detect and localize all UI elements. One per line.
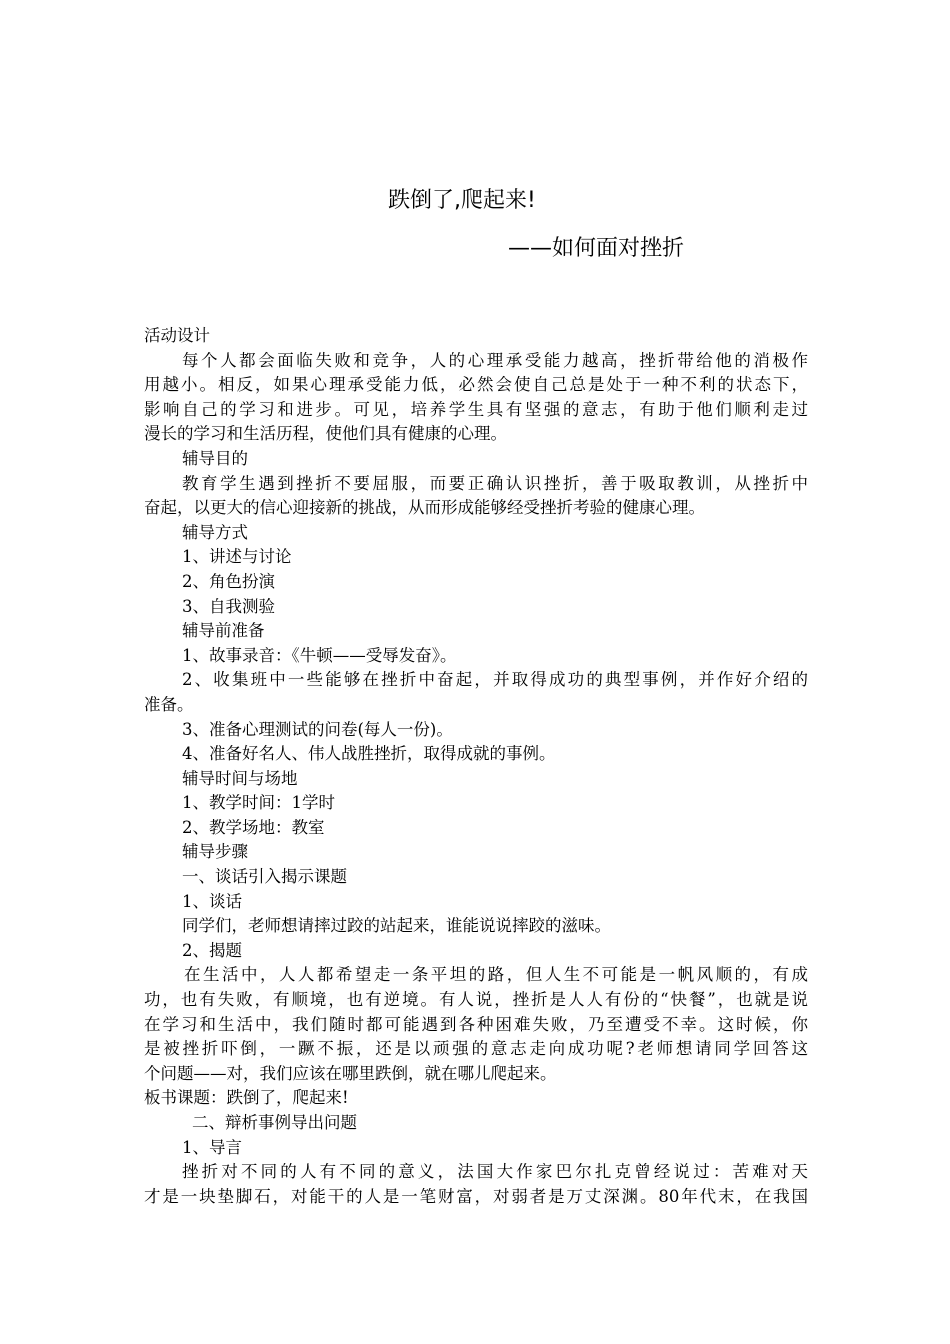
list-item: 3、自我测验 <box>182 596 275 616</box>
paragraph-line: 影响自己的学习和进步。可见，培养学生具有坚强的意志，有助于他们顺利走过 <box>144 399 808 419</box>
list-item: 2、收集班中一些能够在挫折中奋起，并取得成功的典型事例，并作好介绍的 <box>182 670 808 690</box>
document-body <box>144 324 808 1209</box>
paragraph-line: 同学们，老师想请摔过跤的站起来，谁能说说摔跤的滋味。 <box>182 916 611 936</box>
step-heading: 二、辩析事例导出问题 <box>192 1113 357 1132</box>
document-title: 跌倒了,爬起来! <box>388 188 536 213</box>
list-item: 1、故事录音：《牛顿——受辱发奋》。 <box>182 645 457 665</box>
list-item: 2、教学场地：教室 <box>182 817 325 837</box>
list-item: 2、揭题 <box>182 940 242 960</box>
paragraph-line: 个问题——对，我们应该在哪里跌倒，就在哪儿爬起来。 <box>144 1063 557 1083</box>
paragraph-line: 功，也有失败，有顺境，也有逆境。有人说，挫折是人人有份的“快餐”，也就是说 <box>144 990 808 1010</box>
paragraph-line: 奋起，以更大的信心迎接新的挑战，从而形成能够经受挫折考验的健康心理。 <box>144 498 705 518</box>
board-title-line: 板书课题：跌倒了，爬起来! <box>144 1088 349 1108</box>
step-heading: 一、谈话引入揭示课题 <box>182 867 347 887</box>
section-heading: 辅导步骤 <box>182 842 248 862</box>
paragraph-line: 用越小。相反，如果心理承受能力低，必然会使自己总是处于一种不利的状态下， <box>144 375 808 395</box>
section-heading: 辅导目的 <box>182 448 248 468</box>
section-heading: 辅导方式 <box>182 522 248 542</box>
list-item: 1、导言 <box>182 1137 242 1157</box>
paragraph-line: 在学习和生活中，我们随时都可能遇到各种困难失败，乃至遭受不幸。这时候，你 <box>144 1014 808 1034</box>
list-item: 1、教学时间：1学时 <box>182 793 335 813</box>
paragraph-line: 漫长的学习和生活历程，使他们具有健康的心理。 <box>144 424 507 444</box>
paragraph-line: 挫折对不同的人有不同的意义，法国大作家巴尔扎克曾经说过：苦难对天 <box>182 1162 808 1182</box>
list-item: 1、谈话 <box>182 891 242 911</box>
paragraph-line: 每个人都会面临失败和竞争，人的心理承受能力越高，挫折带给他的消极作 <box>182 350 808 370</box>
document-subtitle: ——如何面对挫折 <box>508 236 685 261</box>
list-item: 3、准备心理测试的问卷(每人一份)。 <box>182 719 453 739</box>
list-item: 1、讲述与讨论 <box>182 547 292 567</box>
section-heading: 辅导前准备 <box>182 621 265 641</box>
list-item: 2、角色扮演 <box>182 571 275 591</box>
paragraph-line: 教育学生遇到挫折不要屈服，而要正确认识挫折，善于吸取教训，从挫折中 <box>182 473 808 493</box>
section-heading: 辅导时间与场地 <box>182 768 298 788</box>
list-item-continued: 准备。 <box>144 694 194 714</box>
paragraph-line: 才是一块垫脚石，对能干的人是一笔财富，对弱者是万丈深渊。80年代末，在我国 <box>144 1186 808 1206</box>
section-heading: 活动设计 <box>144 326 210 345</box>
paragraph-line: 在生活中，人人都希望走一条平坦的路，但人生不可能是一帆风顺的，有成 <box>184 965 808 985</box>
paragraph-line: 是被挫折吓倒，一蹶不振，还是以顽强的意志走向成功呢?老师想请同学回答这 <box>144 1039 808 1059</box>
list-item: 4、准备好名人、伟人战胜挫折，取得成就的事例。 <box>182 744 556 764</box>
